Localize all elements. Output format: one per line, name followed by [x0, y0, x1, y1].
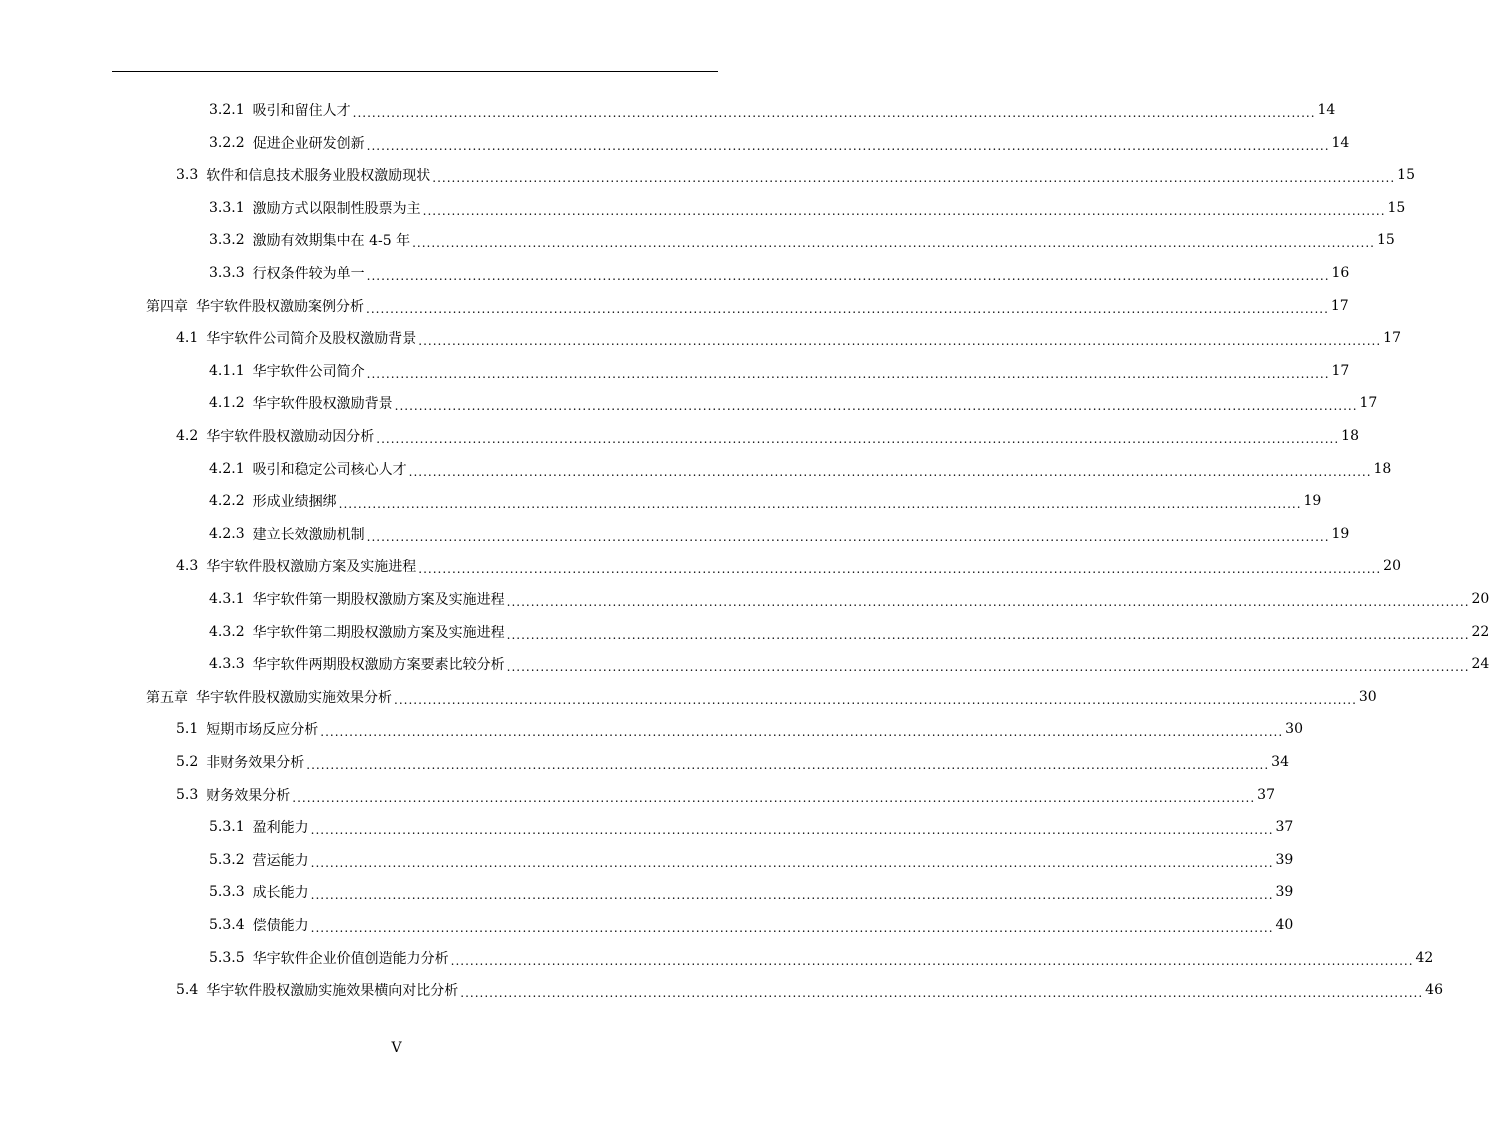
toc-entry-page: 20 [1471, 591, 1489, 607]
toc-entry-page: 19 [1303, 493, 1322, 510]
toc-entry-page: 17 [1330, 297, 1349, 314]
toc-entry[interactable] [209, 193, 1406, 223]
toc-entry[interactable] [146, 291, 1349, 321]
dot-leader: ........................................................................................................................................................................................................ [352, 106, 1316, 120]
toc-entry[interactable] [209, 128, 1350, 158]
dot-leader: ........................................................................................................................................................................................................ [422, 203, 1386, 218]
dot-leader: ........................................................................................................................................................................................................ [306, 758, 1270, 772]
toc-entry-number: 3.3.3 [209, 265, 245, 281]
toc-entry[interactable] [209, 584, 1489, 614]
toc-entry-title: 吸引和留住人才 [252, 103, 351, 119]
toc-entry-page: 37 [1275, 819, 1294, 836]
toc-entry-page: 39 [1275, 851, 1294, 868]
toc-entry-page: 20 [1383, 558, 1401, 575]
toc-entry-number: 4.1.2 [209, 395, 245, 412]
toc-entry[interactable] [176, 747, 1289, 777]
dot-leader: ........................................................................................................................................................................................................ [506, 595, 1470, 609]
toc-entry-page: 42 [1415, 949, 1434, 966]
toc-entry-page: 18 [1341, 428, 1359, 444]
toc-entry-page: 37 [1257, 786, 1275, 803]
toc-entry-number: 3.3 [176, 167, 199, 184]
page-number: V [391, 1040, 402, 1056]
toc-entry-number: 4.2.3 [209, 525, 245, 542]
toc-entry[interactable] [176, 160, 1415, 190]
toc-entry-page: 15 [1376, 232, 1395, 249]
toc-entry[interactable] [176, 975, 1443, 1005]
toc-entry-number: 5.3.1 [209, 819, 245, 836]
toc-entry-number: 4.3.2 [209, 623, 245, 640]
toc-entry-title: 营运能力 [252, 852, 309, 869]
toc-entry-title: 华宇软件股权激励实施效果分析 [196, 689, 392, 706]
toc-entry-number: 4.2.2 [209, 493, 245, 510]
toc-entry-page: 17 [1383, 330, 1401, 347]
toc-entry-page: 19 [1331, 525, 1350, 542]
toc-entry[interactable] [209, 486, 1322, 516]
toc-entry-title: 华宇软件股权激励动因分析 [206, 429, 375, 445]
dot-leader: ........................................................................................................................................................................................................ [366, 138, 1330, 153]
dot-leader: ........................................................................................................................................................................................................ [310, 888, 1274, 903]
toc-entry-page: 17 [1331, 362, 1350, 379]
dot-leader: ........................................................................................................................................................................................................ [292, 790, 1256, 805]
toc-entry-number: 5.1 [176, 721, 199, 738]
toc-entry-title: 华宇软件两期股权激励方案要素比较分析 [252, 657, 505, 674]
toc-entry-page: 30 [1285, 721, 1303, 738]
toc-entry-page: 14 [1331, 134, 1350, 151]
toc-entry-title: 非财务效果分析 [206, 755, 305, 771]
toc-entry[interactable] [209, 649, 1489, 679]
toc-entry-title: 行权条件较为单一 [252, 266, 365, 282]
toc-entry-title: 形成业绩捆绑 [252, 494, 337, 511]
dot-leader: ........................................................................................................................................................................................................ [310, 855, 1274, 870]
dot-leader: ........................................................................................................................................................................................................ [366, 529, 1330, 544]
toc-entry-title: 盈利能力 [252, 820, 309, 837]
toc-entry-title: 激励方式以限制性股票为主 [252, 200, 421, 217]
toc-entry[interactable] [209, 845, 1294, 875]
toc-entry[interactable] [146, 682, 1377, 712]
header-rule [112, 71, 718, 72]
toc-entry[interactable] [176, 551, 1401, 581]
toc-entry-number: 4.3.3 [209, 656, 245, 673]
toc-entry-number: 4.2 [176, 428, 199, 444]
toc-entry-number: 3.3.1 [209, 199, 245, 216]
toc-entry-number: 4.1.1 [209, 362, 245, 379]
toc-entry-page: 40 [1275, 917, 1294, 933]
toc-entry[interactable] [176, 421, 1359, 451]
dot-leader: ........................................................................................................................................................................................................ [506, 660, 1470, 675]
toc-entry[interactable] [209, 877, 1294, 907]
toc-entry-number: 4.3.1 [209, 591, 245, 607]
dot-leader: ........................................................................................................................................................................................................ [366, 301, 1329, 316]
toc-entry-page: 14 [1317, 102, 1336, 118]
dot-leader: ........................................................................................................................................................................................................ [310, 823, 1274, 838]
dot-leader: ........................................................................................................................................................................................................ [366, 269, 1330, 283]
toc-entry-title: 建立长效激励机制 [252, 526, 365, 543]
toc-entry[interactable] [209, 388, 1378, 418]
toc-entry-page: 22 [1471, 623, 1489, 640]
toc-entry-title: 成长能力 [252, 885, 309, 902]
toc-entry-page: 16 [1331, 265, 1350, 281]
toc-entry-number: 5.3.3 [209, 884, 245, 901]
toc-entry-title: 华宇软件公司简介及股权激励背景 [206, 331, 417, 348]
toc-entry-number: 5.3 [176, 786, 199, 803]
toc-entry-number: 5.3.4 [209, 917, 245, 933]
dot-leader: ........................................................................................................................................................................................................ [394, 692, 1357, 707]
toc-entry-page: 34 [1271, 754, 1289, 770]
toc-entry-title: 激励有效期集中在 4-5 年 [252, 233, 411, 250]
dot-leader: ........................................................................................................................................................................................................ [412, 236, 1375, 251]
toc-entry[interactable] [176, 714, 1303, 744]
toc-entry-title: 偿债能力 [252, 918, 309, 934]
toc-entry-title: 华宇软件股权激励背景 [252, 396, 393, 413]
toc-entry-number: 5.3.2 [209, 851, 245, 868]
toc-entry-number: 3.2.1 [209, 102, 245, 118]
toc-entry[interactable] [209, 356, 1350, 386]
toc-entry[interactable] [209, 910, 1294, 940]
toc-entry-title: 华宇软件企业价值创造能力分析 [252, 950, 449, 967]
dot-leader: ........................................................................................................................................................................................................ [506, 627, 1470, 642]
toc-entry-title: 华宇软件股权激励实施效果横向对比分析 [206, 983, 459, 1000]
toc-entry-page: 24 [1471, 656, 1489, 673]
toc-entry-page: 46 [1425, 982, 1443, 999]
toc-entry-title: 短期市场反应分析 [206, 722, 319, 739]
toc-entry-number: 3.2.2 [209, 134, 245, 151]
toc-entry-number: 4.2.1 [209, 460, 245, 477]
toc-entry[interactable] [209, 617, 1489, 647]
toc-entry-page: 18 [1373, 460, 1392, 477]
toc-entry-number: 5.3.5 [209, 949, 245, 966]
toc-entry-page: 30 [1358, 688, 1377, 705]
toc-entry-number: 第四章 [146, 298, 188, 315]
toc-entry[interactable] [209, 454, 1392, 484]
toc-entry-title: 华宇软件第一期股权激励方案及实施进程 [252, 592, 505, 608]
dot-leader: ........................................................................................................................................................................................................ [310, 921, 1274, 935]
toc-entry-page: 39 [1275, 884, 1294, 901]
dot-leader: ........................................................................................................................................................................................................ [320, 725, 1284, 740]
dot-leader: ........................................................................................................................................................................................................ [366, 366, 1330, 381]
toc-entry-page: 15 [1387, 199, 1406, 216]
dot-leader: ........................................................................................................................................................................................................ [460, 986, 1424, 1001]
toc-entry[interactable] [209, 225, 1395, 255]
dot-leader: ........................................................................................................................................................................................................ [338, 497, 1302, 512]
toc-entry[interactable] [209, 258, 1350, 288]
toc-entry[interactable] [209, 943, 1434, 973]
dot-leader: ........................................................................................................................................................................................................ [418, 562, 1382, 577]
dot-leader: ........................................................................................................................................................................................................ [408, 464, 1372, 479]
toc-entry-number: 4.1 [176, 330, 199, 347]
toc-entry[interactable] [209, 95, 1336, 125]
toc-entry-title: 华宇软件第二期股权激励方案及实施进程 [252, 624, 505, 641]
dot-leader: ........................................................................................................................................................................................................ [394, 399, 1358, 414]
toc-entry[interactable] [209, 812, 1294, 842]
dot-leader: ........................................................................................................................................................................................................ [432, 171, 1396, 186]
toc-entry-title: 华宇软件股权激励案例分析 [196, 298, 364, 315]
toc-entry[interactable] [176, 323, 1401, 353]
dot-leader: ........................................................................................................................................................................................................ [376, 432, 1340, 446]
toc-entry-number: 4.3 [176, 558, 199, 575]
toc-entry-number: 第五章 [146, 689, 188, 706]
toc-entry-number: 5.2 [176, 754, 199, 770]
toc-entry-title: 华宇软件公司简介 [252, 363, 365, 380]
toc-entry-page: 17 [1359, 395, 1378, 412]
toc-entry-number: 5.4 [176, 982, 199, 999]
dot-leader: ........................................................................................................................................................................................................ [418, 334, 1382, 349]
toc-entry-title: 促进企业研发创新 [252, 135, 365, 152]
toc-entry-number: 3.3.2 [209, 232, 245, 249]
toc-entry-page: 15 [1397, 167, 1415, 184]
toc-entry-title: 华宇软件股权激励方案及实施进程 [206, 559, 417, 576]
toc-entry-title: 吸引和稳定公司核心人才 [252, 461, 407, 478]
toc-entry-title: 财务效果分析 [206, 787, 291, 804]
toc-entry-title: 软件和信息技术服务业股权激励现状 [206, 168, 431, 185]
dot-leader: ........................................................................................................................................................................................................ [450, 953, 1414, 968]
toc-entry[interactable] [209, 519, 1350, 549]
toc-entry[interactable] [176, 780, 1275, 810]
